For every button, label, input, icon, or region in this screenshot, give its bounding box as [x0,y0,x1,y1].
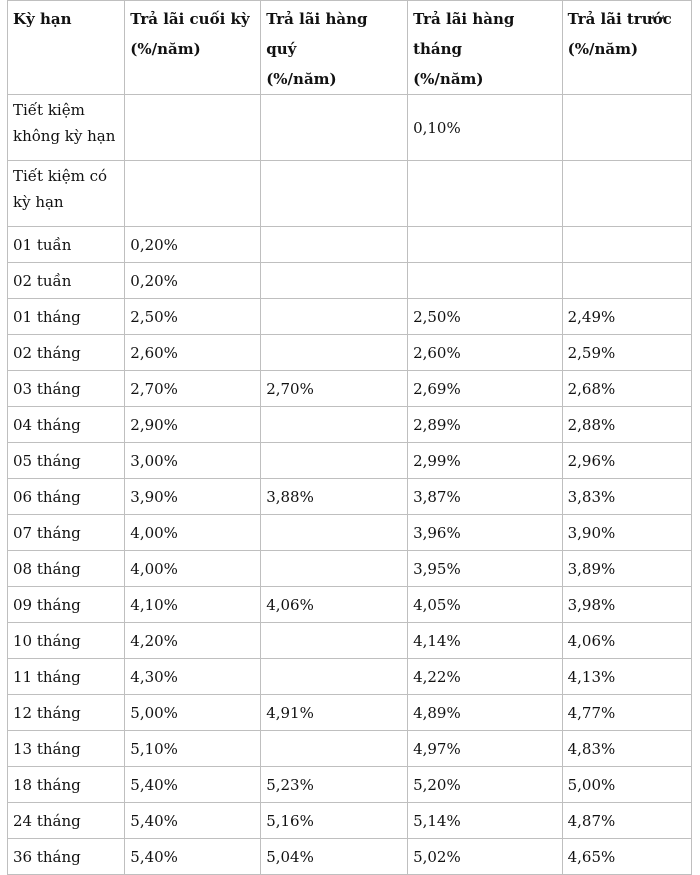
table-row [8,95,692,161]
cell-upfront: 3,89% [562,551,691,587]
cell-upfront: 4,83% [562,731,691,767]
cell-monthly [408,227,563,263]
cell-upfront: 2,96% [562,443,691,479]
cell-end-of-term: 2,90% [125,407,261,443]
cell-quarterly [261,551,408,587]
cell-monthly: 5,14% [408,803,563,839]
cell-monthly: 3,87% [408,479,563,515]
cell-upfront: 2,59% [562,335,691,371]
table-row [8,335,692,371]
cell-term: 11 tháng [8,659,125,695]
table-row [8,587,692,623]
cell-end-of-term [125,95,261,161]
header-end-of-term-line1: Trả lãi cuối kỳ [130,10,250,28]
cell-term: 18 tháng [8,767,125,803]
table-row [8,479,692,515]
cell-monthly: 3,96% [408,515,563,551]
table-row [8,767,692,803]
header-monthly-line1: Trả lãi hàng tháng [413,10,515,58]
cell-monthly: 2,60% [408,335,563,371]
cell-end-of-term: 3,90% [125,479,261,515]
header-end-of-term-line2: (%/năm) [130,40,201,58]
cell-end-of-term: 5,40% [125,767,261,803]
cell-end-of-term: 0,20% [125,227,261,263]
cell-quarterly [261,623,408,659]
cell-end-of-term: 4,10% [125,587,261,623]
cell-upfront [562,227,691,263]
cell-term: 04 tháng [8,407,125,443]
header-quarterly [261,1,408,95]
cell-quarterly [261,659,408,695]
cell-upfront: 4,13% [562,659,691,695]
cell-quarterly [261,161,408,227]
cell-upfront: 4,77% [562,695,691,731]
cell-end-of-term: 4,00% [125,551,261,587]
cell-monthly: 4,22% [408,659,563,695]
cell-quarterly: 4,91% [261,695,408,731]
cell-term: 09 tháng [8,587,125,623]
header-quarterly-line1: Trả lãi hàng quý [266,10,368,58]
cell-monthly: 2,99% [408,443,563,479]
cell-term: 02 tháng [8,335,125,371]
cell-monthly: 4,89% [408,695,563,731]
cell-quarterly [261,299,408,335]
header-upfront [562,1,691,95]
interest-rate-table [7,0,692,875]
table-row [8,227,692,263]
cell-term: 06 tháng [8,479,125,515]
cell-quarterly [261,335,408,371]
cell-quarterly: 5,23% [261,767,408,803]
cell-end-of-term: 2,50% [125,299,261,335]
cell-quarterly [261,263,408,299]
cell-term: 07 tháng [8,515,125,551]
cell-quarterly: 4,06% [261,587,408,623]
cell-monthly: 5,20% [408,767,563,803]
cell-upfront: 5,00% [562,767,691,803]
cell-term: 24 tháng [8,803,125,839]
cell-quarterly [261,407,408,443]
cell-end-of-term: 5,40% [125,839,261,875]
cell-term: 02 tuần [8,263,125,299]
cell-upfront: 3,90% [562,515,691,551]
cell-end-of-term: 4,00% [125,515,261,551]
table-row [8,659,692,695]
cell-term: 01 tuần [8,227,125,263]
header-term-label: Kỳ hạn [13,10,72,28]
cell-term: 03 tháng [8,371,125,407]
table-row [8,407,692,443]
cell-end-of-term: 4,20% [125,623,261,659]
cell-quarterly [261,95,408,161]
cell-upfront: 2,49% [562,299,691,335]
cell-monthly: 2,50% [408,299,563,335]
header-upfront-line2: (%/năm) [567,40,639,58]
table-row [8,371,692,407]
cell-quarterly [261,227,408,263]
table-header [8,1,692,95]
cell-monthly: 2,89% [408,407,563,443]
header-term [8,1,125,95]
cell-end-of-term: 2,70% [125,371,261,407]
cell-term: 01 tháng [8,299,125,335]
cell-upfront: 4,65% [562,839,691,875]
cell-term: Tiết kiệm có kỳ hạn [8,161,125,227]
header-monthly [408,1,563,95]
cell-quarterly [261,443,408,479]
cell-end-of-term [125,161,261,227]
header-quarterly-line2: (%/năm) [266,70,337,88]
table-row [8,551,692,587]
table-row [8,515,692,551]
header-upfront-line1: Trả lãi trước [567,10,672,28]
cell-quarterly: 5,04% [261,839,408,875]
cell-monthly: 5,02% [408,839,563,875]
cell-monthly [408,263,563,299]
table-row [8,263,692,299]
cell-end-of-term: 5,00% [125,695,261,731]
table-row [8,623,692,659]
cell-quarterly [261,515,408,551]
table-body [8,95,692,875]
cell-term: 13 tháng [8,731,125,767]
cell-end-of-term: 4,30% [125,659,261,695]
cell-monthly: 4,14% [408,623,563,659]
cell-term: 10 tháng [8,623,125,659]
table-row [8,161,692,227]
cell-monthly: 4,05% [408,587,563,623]
table-row [8,803,692,839]
cell-upfront: 3,83% [562,479,691,515]
cell-monthly: 0,10% [408,95,563,161]
cell-end-of-term: 5,10% [125,731,261,767]
cell-upfront: 4,06% [562,623,691,659]
header-end-of-term [125,1,261,95]
cell-upfront: 2,88% [562,407,691,443]
cell-upfront [562,95,691,161]
cell-term: 36 tháng [8,839,125,875]
table-row [8,839,692,875]
table-row [8,443,692,479]
table-row [8,299,692,335]
cell-quarterly [261,731,408,767]
cell-monthly [408,161,563,227]
cell-quarterly: 2,70% [261,371,408,407]
cell-quarterly: 3,88% [261,479,408,515]
cell-end-of-term: 0,20% [125,263,261,299]
cell-monthly: 4,97% [408,731,563,767]
table-row [8,695,692,731]
table-row [8,731,692,767]
cell-end-of-term: 5,40% [125,803,261,839]
cell-term: 08 tháng [8,551,125,587]
cell-term: 12 tháng [8,695,125,731]
cell-upfront: 2,68% [562,371,691,407]
cell-end-of-term: 2,60% [125,335,261,371]
header-monthly-line2: (%/năm) [413,70,484,88]
cell-monthly: 2,69% [408,371,563,407]
cell-upfront: 4,87% [562,803,691,839]
cell-end-of-term: 3,00% [125,443,261,479]
cell-upfront: 3,98% [562,587,691,623]
cell-term: 05 tháng [8,443,125,479]
cell-upfront [562,263,691,299]
cell-quarterly: 5,16% [261,803,408,839]
cell-term: Tiết kiệm không kỳ hạn [8,95,125,161]
cell-monthly: 3,95% [408,551,563,587]
cell-upfront [562,161,691,227]
